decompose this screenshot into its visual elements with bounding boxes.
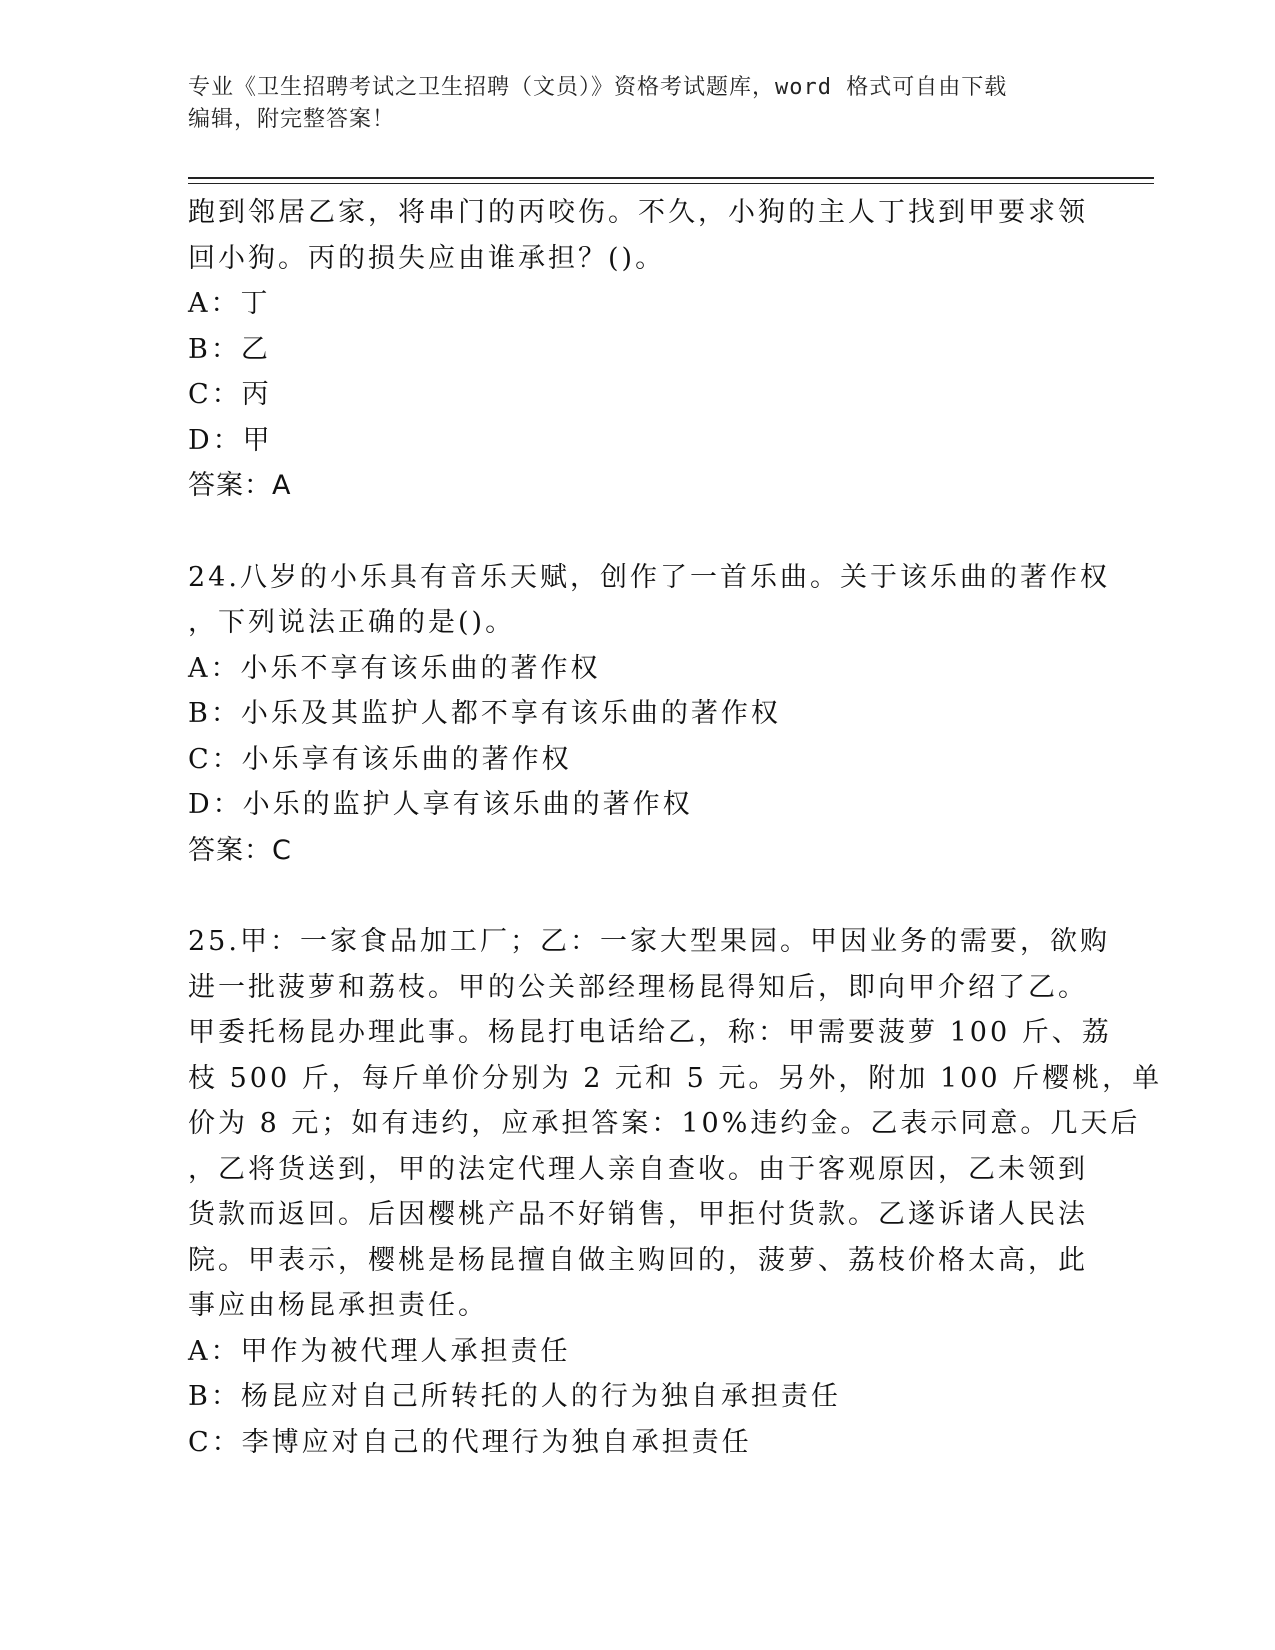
option-c: C：李博应对自己的代理行为独自承担责任 xyxy=(188,1426,752,1458)
header-line: 编辑，附完整答案！ xyxy=(188,107,396,132)
header-line: 专业《卫生招聘考试之卫生招聘（文员）》资格考试题库，word 格式可自由下载 xyxy=(188,75,1008,100)
document-header xyxy=(188,72,1068,136)
option-d: D：小乐的监护人享有该乐曲的著作权 xyxy=(188,789,693,820)
question-text: 货款而返回。后因樱桃产品不好销售，甲拒付货款。乙遂诉诸人民法 xyxy=(188,1199,1088,1230)
option-a: A：丁 xyxy=(188,288,271,319)
option-a: A：小乐不享有该乐曲的著作权 xyxy=(188,652,601,684)
document-body xyxy=(188,190,1163,1465)
question-text: 枝 500 斤，每斤单价分别为 2 元和 5 元。另外，附加 100 斤樱桃，单 xyxy=(188,1062,1163,1094)
option-c: C：丙 xyxy=(188,379,272,410)
header-divider xyxy=(188,177,1154,179)
question-text: 跑到邻居乙家，将串门的丙咬伤。不久，小狗的主人丁找到甲要求领 xyxy=(188,197,1088,228)
question-text: ，下列说法正确的是()。 xyxy=(188,607,516,638)
question-text: 事应由杨昆承担责任。 xyxy=(188,1290,488,1321)
option-a: A：甲作为被代理人承担责任 xyxy=(188,1335,571,1367)
option-c: C：小乐享有该乐曲的著作权 xyxy=(188,743,572,775)
question-text: 甲委托杨昆办理此事。杨昆打电话给乙，称：甲需要菠萝 100 斤、荔 xyxy=(188,1017,1112,1048)
spacer xyxy=(188,509,1078,555)
option-b: B：小乐及其监护人都不享有该乐曲的著作权 xyxy=(188,698,781,729)
question-text: 回小狗。丙的损失应由谁承担？()。 xyxy=(188,242,666,274)
answer: 答案：C xyxy=(188,834,292,866)
option-b: B：杨昆应对自己所转托的人的行为独自承担责任 xyxy=(188,1381,841,1412)
answer: 答案：A xyxy=(188,470,292,501)
option-b: B：乙 xyxy=(188,333,271,365)
spacer xyxy=(188,873,1078,919)
question-text: 价为 8 元；如有违约，应承担答案：10%违约金。乙表示同意。几天后 xyxy=(188,1108,1141,1139)
question-25 xyxy=(188,919,1163,1465)
question-text: 24.八岁的小乐具有音乐天赋，创作了一首乐曲。关于该乐曲的著作权 xyxy=(188,561,1110,593)
question-text: 院。甲表示，樱桃是杨昆擅自做主购回的，菠萝、荔枝价格太高，此 xyxy=(188,1244,1088,1276)
question-text: ，乙将货送到，甲的法定代理人亲自查收。由于客观原因，乙未领到 xyxy=(188,1153,1088,1185)
header-divider xyxy=(188,183,1154,184)
option-d: D：甲 xyxy=(188,424,273,456)
question-24 xyxy=(188,555,1110,874)
question-text: 25.甲：一家食品加工厂；乙：一家大型果园。甲因业务的需要，欲购 xyxy=(188,926,1110,957)
question-23 xyxy=(188,190,1088,509)
question-text: 进一批菠萝和荔枝。甲的公关部经理杨昆得知后，即向甲介绍了乙。 xyxy=(188,971,1088,1003)
